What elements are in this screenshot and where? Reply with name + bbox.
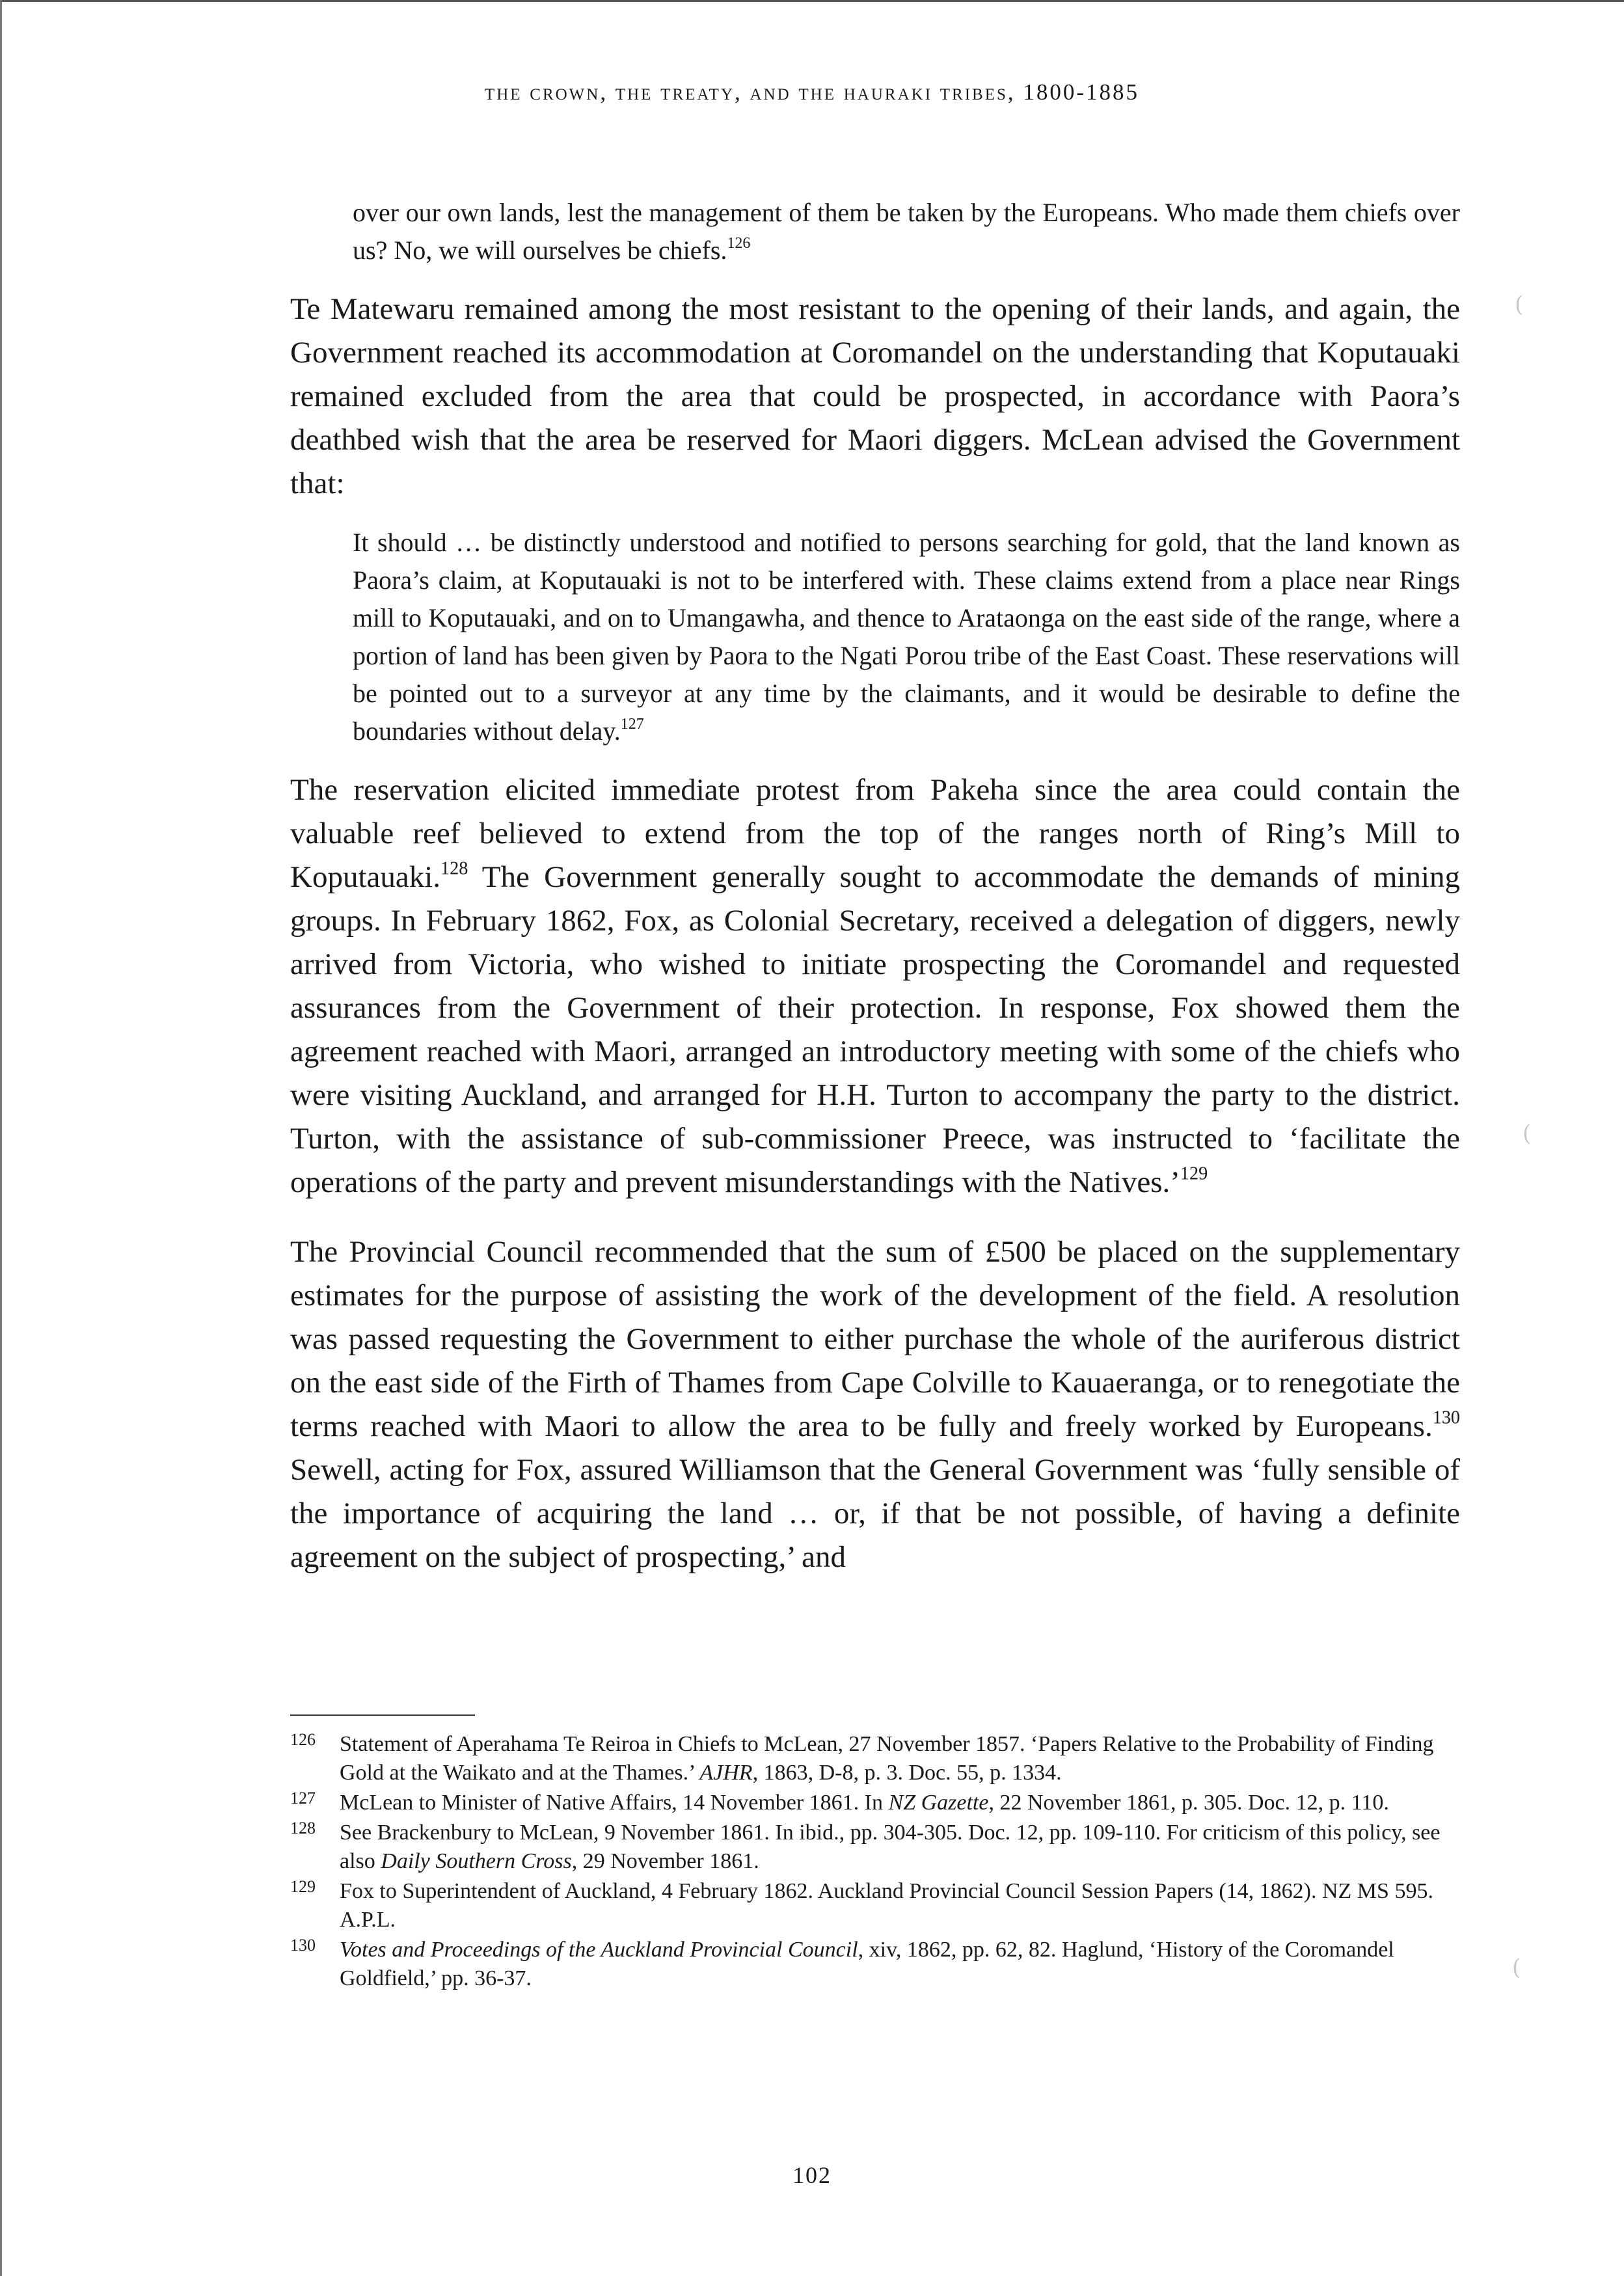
running-head: the crown, the treaty, and the hauraki tribes, 1800-1885 — [484, 79, 1140, 105]
paragraph-3 — [290, 1230, 1460, 1579]
footnote-130 — [290, 1936, 1460, 1993]
footnote-number: 129 — [290, 1877, 316, 1896]
footnote-ref-129[interactable]: 129 — [1180, 1163, 1208, 1184]
footnote-text-b: , 1863, D-8, p. 3. Doc. 55, p. 1334. — [752, 1761, 1062, 1785]
margin-mark: ( — [1522, 1120, 1532, 1146]
footnote-italic: Votes and Proceedings of the Auckland Provincial Council — [340, 1938, 858, 1962]
paragraph-2-part-a: The reservation elicited immediate protest from Pakeha since the area could contain the valuable reef believed to extend from the top of the ranges north of Ring’s Mill to Koputauaki. — [290, 773, 1460, 894]
footnote-text — [340, 1789, 1460, 1817]
footnote-number: 128 — [290, 1819, 316, 1837]
footnote-ref-128[interactable]: 128 — [440, 858, 468, 879]
footnote-ref-130[interactable]: 130 — [1432, 1407, 1460, 1428]
footnote-text — [340, 1819, 1460, 1876]
paragraph-3-part-a: The Provincial Council recommended that the sum of £500 be placed on the supplementary estimates for the purpose of assisting the work of the development of the field. A resolution was passed requesting the Government to either purchase the whole of the auriferous district on the east side of the Firth of Thames from Cape Colville to Kauaeranga, or to renegotiate the terms reached with Maori to allow the area to be fully and freely worked by Europeans. — [290, 1235, 1460, 1443]
footnote-text-a: McLean to Minister of Native Affairs, 14 November 1861. In — [340, 1791, 889, 1815]
footnote-italic: NZ Gazette — [888, 1791, 989, 1815]
footnote-italic: AJHR — [699, 1761, 753, 1785]
footnote-text-a: Fox to Superintendent of Auckland, 4 February 1862. Auckland Provincial Council Session Papers (14, 1862). NZ MS 595. A.P.L. — [340, 1879, 1433, 1932]
margin-mark: ( — [1515, 291, 1524, 318]
quote-1-text: over our own lands, lest the management of them be taken by the Europeans. Who made them chiefs over us? No, we will ourselves be chiefs. — [353, 198, 1460, 265]
footnote-126 — [290, 1730, 1460, 1787]
footnote-text-a: See Brackenbury to McLean, 9 November 1861. In ibid., pp. 304-305. Doc. 12, pp. 109-110. For criticism of this policy, see also — [340, 1821, 1441, 1873]
page-number: 102 — [792, 2162, 832, 2188]
footnote-text — [340, 1730, 1460, 1787]
main-text — [290, 194, 1460, 1579]
paragraph-2 — [290, 768, 1460, 1204]
footnote-rule — [290, 1714, 475, 1716]
footnote-number: 130 — [290, 1936, 316, 1955]
footnote-text-b: , 29 November 1861. — [571, 1849, 759, 1873]
page-border-top — [0, 0, 1624, 2]
paragraph-2-part-b: The Government generally sought to accommodate the demands of mining groups. In February 1862, Fox, as Colonial Secretary, received a delegation of diggers, newly arrived from Victoria, who wished to initiate prospecting the Coromandel and requested assurances from the Government of their protection. In response, Fox showed them the agreement reached with Maori, arranged an introductory meeting with some of the chiefs who were visiting Auckland, and arranged for H.H. Turton to accompany the party to the district. Turton, with the assistance of sub-commissioner Preece, was instructed to ‘facilitate the operations of the party and prevent misunderstandings with the Natives.’ — [290, 860, 1460, 1199]
footnote-italic: Daily Southern Cross — [381, 1849, 572, 1873]
footnote-ref-127[interactable]: 127 — [620, 716, 644, 733]
footnote-text-b: , xiv, 1862, pp. 62, 82. Haglund, ‘History of the Coromandel Goldfield,’ pp. 36-37. — [340, 1938, 1394, 1990]
footnote-127 — [290, 1789, 1460, 1817]
footnotes — [290, 1714, 1460, 1994]
block-quote-2 — [353, 524, 1460, 750]
paragraph-3-part-b: Sewell, acting for Fox, assured Williamson that the General Government was ‘fully sensible of the importance of acquiring the land … or, if that be not possible, of having a definite agreement on the subject of prospecting,’ and — [290, 1453, 1460, 1574]
margin-mark: ( — [1512, 1955, 1521, 1981]
footnote-129 — [290, 1877, 1460, 1934]
quote-2-text: It should … be distinctly understood and notified to persons searching for gold, that the land known as Paora’s claim, at Koputauaki is not to be interfered with. These claims extend from a place near Rings mill to Koputauaki, and on to Umangawha, and thence to Arataonga on the east side of the range, where a portion of land has been given by Paora to the Ngati Porou tribe of the East Coast. These reservations will be pointed out to a surveyor at any time by the claimants, and it would be desirable to define the boundaries without delay. — [353, 528, 1460, 746]
footnote-text — [340, 1936, 1460, 1993]
footnote-text-b: , 22 November 1861, p. 305. Doc. 12, p. 110. — [988, 1791, 1389, 1815]
footnote-number: 127 — [290, 1789, 316, 1808]
footnote-text-a: Statement of Aperahama Te Reiroa in Chiefs to McLean, 27 November 1857. ‘Papers Relative to the Probability of Finding Gold at the Waikato and at the Thames.’ — [340, 1732, 1434, 1785]
footnote-text — [340, 1877, 1460, 1934]
page-border-left — [0, 0, 2, 2276]
footnote-128 — [290, 1819, 1460, 1876]
footnote-number: 126 — [290, 1730, 316, 1749]
paragraph-1: Te Matewaru remained among the most resistant to the opening of their lands, and again, the Government reached its accommodation at Coromandel on the understanding that Koputauaki remained excluded from the area that could be prospected, in accordance with Paora’s deathbed wish that the area be reserved for Maori diggers. McLean advised the Government that: — [290, 292, 1460, 500]
block-quote-1 — [353, 194, 1460, 269]
footnote-ref-126[interactable]: 126 — [727, 235, 751, 252]
